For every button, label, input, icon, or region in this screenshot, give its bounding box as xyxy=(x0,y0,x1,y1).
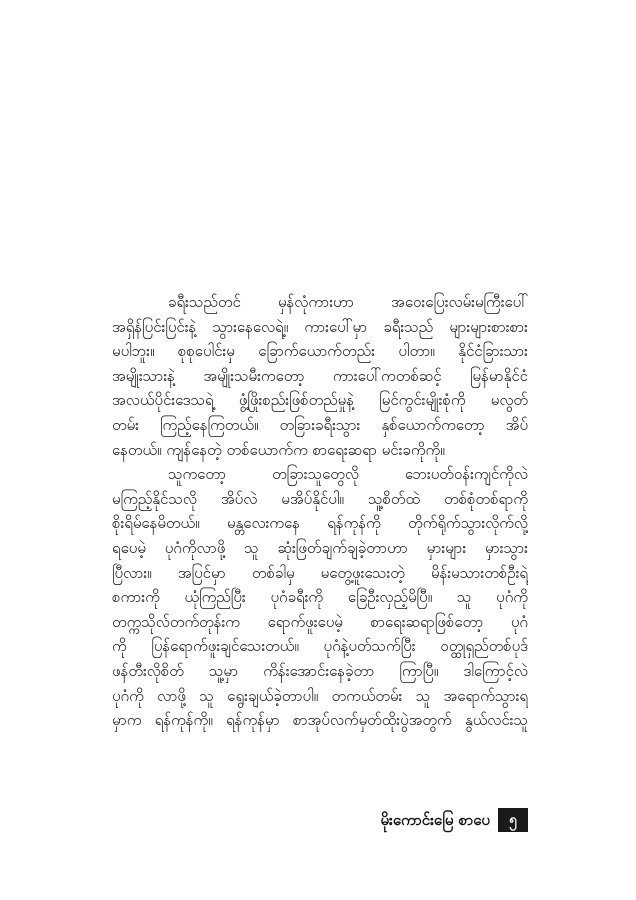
paragraph-line: ခရီးသည်တင် မှန်လုံကားဟာ အဝေးပြေးလမ်းမကြီးပေါ် xyxy=(168,293,528,311)
paragraph-line: တမ်း ကြည့်နေကြတယ်။ တခြားခရီးသွား နှစ်ယောက်ကတော့ အိပ် xyxy=(112,415,528,434)
body-text xyxy=(112,290,528,733)
paragraph-line: ရပေမဲ့ ပုဂံကိုလာဖို့ သူ ဆုံးဖြတ်ချက်ချခဲ့တာဟာ မှားများ မှားသွား xyxy=(112,538,528,557)
paragraph-line: အရှိန်ပြင်းပြင်းနဲ့ သွားနေလေရဲ့။ ကားပေါ်မှာ ခရီးသည် များများစားစား xyxy=(112,317,528,336)
paragraph-line: ပုဂံကို လာဖို့ သူ ရွေးချယ်ခဲ့တာပါ။ တကယ်တမ်း သူ အရောက်သွားရ xyxy=(112,686,528,705)
paragraph-line: ဖန်တီးလိုစိတ် သူ့မှာ ကိန်းအောင်းနေခဲ့တာ ကြာပြီ။ ဒါကြောင့်လဲ xyxy=(112,661,528,680)
paragraph-line: မပါဘူး။ စုစုပေါင်းမှ ခြောက်ယောက်တည်း ပါတာ။ နိုင်ငံခြားသား xyxy=(112,342,528,361)
paragraph-line: စကားကို ယုံကြည်ပြီး ပုဂံခရီးကို ခြေဦးလှည့်မိပြီ။ သူ ပုဂံကို xyxy=(112,588,528,607)
paragraph-line: မှာက ရန်ကုန်ကို။ ရန်ကုန်မှာ စာအုပ်လက်မှတ်ထိုးပွဲအတွက် နွယ်လင်းသူ xyxy=(112,711,528,730)
paragraph-line: မကြည့်နိုင်သလို အိပ်လဲ မအိပ်နိုင်ပါ။ သူ့စိတ်ထဲ တစ်စုံတစ်ရာကို xyxy=(112,489,528,508)
page-number-badge: ၅ xyxy=(498,808,528,832)
paragraph-line: ပြီလား။ အပြင်မှာ တစ်ခါမှ မတွေ့ဖူးသေးတဲ့ မိန်းမသားတစ်ဦးရဲ့ xyxy=(112,563,528,582)
paragraph-line: အမျိုးသားနဲ့ အမျိုးသမီးကတော့ ကားပေါ်ကတစ်ဆင့် မြန်မာနိုင်ငံ xyxy=(112,366,528,385)
paragraph-line: နေတယ်။ ကျန်နေတဲ့ တစ်ယောက်က စာရေးဆရာ မင်းခကိုကို။ xyxy=(112,440,445,459)
paragraph-line: အလယ်ပိုင်းဒေသရဲ့ ဖွံ့ဖြိုးစည်းဖြစ်တည်မှုနဲ့ မြင်ကွင်းမျိုးစုံကို မလွတ် xyxy=(112,391,528,410)
publisher-name: မိုးကောင်းမြေ စာပေ xyxy=(380,811,490,829)
paragraph-line: တက္ကသိုလ်တက်တုန်းက ရောက်ဖူးပေမဲ့ စာရေးဆရာဖြစ်တော့ ပုဂံ xyxy=(112,612,528,631)
paragraph-line: စိုးရိမ်နေမိတယ်။ မန္တလေးကနေ ရန်ကုန်ကို တိုက်ရိုက်သွားလိုက်လို့ xyxy=(112,514,528,533)
paragraph-line: သူကတော့ တခြားသူတွေလို ဘေးပတ်ဝန်းကျင်ကိုလဲ xyxy=(168,465,528,484)
page-footer xyxy=(380,808,528,832)
paragraph-line: ကို ပြန်ရောက်ဖူးချင်သေးတယ်။ ပုဂံနဲ့ပတ်သက်ပြီး ဝတ္ထုရှည်တစ်ပုဒ် xyxy=(112,637,528,656)
